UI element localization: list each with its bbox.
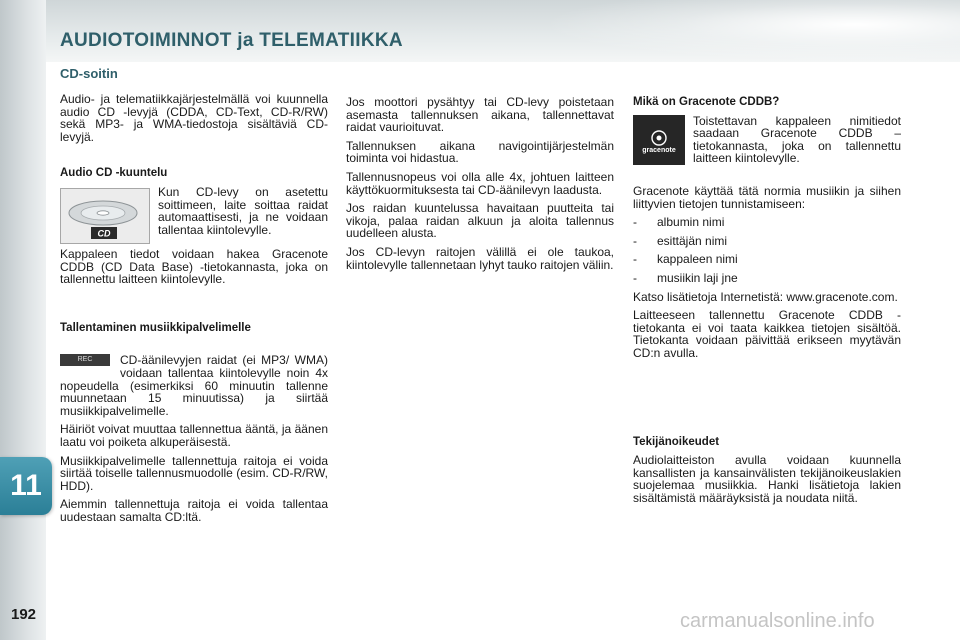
rec-button-label: REC bbox=[77, 356, 93, 364]
audio-cd-heading: Audio CD -kuuntelu bbox=[60, 167, 168, 180]
save-paragraph-4: Aiemmin tallennettuja raitoja ei voida tallentaa uudestaan samalta CD:ltä. bbox=[60, 497, 328, 524]
side-band bbox=[0, 0, 46, 640]
save-block bbox=[60, 354, 328, 423]
column-middle bbox=[346, 96, 614, 277]
save-heading: Tallentaminen musiikkipalvelimelle bbox=[60, 321, 251, 334]
save-float-text: CD-äänilevyjen raidat (ei MP3/ WMA) voidaan tallentaa kiintolevylle noin 4x nopeudella (esimerkiksi 60 minuutin tallenne muunnetaan 15 minuutissa) ja siirtää musiikkipalvelimelle. bbox=[60, 354, 328, 418]
column-right bbox=[633, 96, 901, 510]
copyright-heading: Tekijänoikeudet bbox=[633, 435, 720, 448]
section-title: CD-soitin bbox=[60, 66, 118, 81]
gracenote-internet-paragraph: Katso lisätietoja Internetistä: www.gracenote.com. bbox=[633, 289, 898, 304]
audio-cd-float-text: Kun CD-levy on asetettu soittimeen, laite soittaa raidat automaattisesti, ja ne voidaan tallentaa kiintolevylle. bbox=[158, 185, 328, 237]
chapter-tab bbox=[0, 457, 52, 515]
list-item: - esittäjän nimi bbox=[633, 235, 901, 248]
gracenote-logo bbox=[633, 115, 685, 165]
rec-button-icon bbox=[60, 354, 110, 366]
middle-paragraph-5: Jos CD-levyn raitojen välillä ei ole taukoa, kiintolevylle tallennetaan lyhyt tauko raitojen väliin. bbox=[346, 244, 614, 272]
save-paragraph-3: Musiikkipalvelimelle tallennettuja raitoja ei voida siirtää toiselle tallennusmuodolle (esim. CD-R/RW, HDD). bbox=[60, 453, 328, 493]
list-item: - kappaleen nimi bbox=[633, 253, 901, 266]
gracenote-usage-paragraph: Gracenote käyttää tätä normia musiikin ja siihen liittyvien tietojen tunnistamiseen: bbox=[633, 183, 901, 211]
list-item: - musiikin laji jne bbox=[633, 272, 901, 285]
audio-cd-block bbox=[60, 186, 328, 248]
page-header-title: AUDIOTOIMINNOT ja TELEMATIIKKA bbox=[60, 30, 403, 51]
gracenote-list bbox=[633, 216, 901, 284]
gracenote-database-paragraph: Laitteeseen tallennettu Gracenote CDDB -tietokanta ei voi taata kaikkea tietojen sisältöä. Tietokanta voidaan päivittää erikseen myytävän CD:n avulla. bbox=[633, 308, 901, 360]
gracenote-heading: Mikä on Gracenote CDDB? bbox=[633, 96, 780, 108]
middle-paragraph-4: Jos raidan kuuntelussa havaitaan puutteita tai vikoja, palaa raidan alkuun ja aloita tallennus uudelleen alusta. bbox=[346, 201, 614, 241]
page-number: 192 bbox=[11, 606, 37, 623]
intro-paragraph: Audio- ja telematiikkajärjestelmällä voi kuunnella audio CD -levyjä (CDDA, CD-Text, CD-R/RW) sekä MP3- ja WMA-tiedostoja sisältäviä CD-levyjä. bbox=[60, 92, 328, 144]
gracenote-block bbox=[633, 115, 901, 171]
watermark: carmanualsonline.info bbox=[680, 610, 875, 632]
gracenote-logo-icon bbox=[651, 130, 667, 146]
middle-paragraph-2: Tallennuksen aikana navigointijärjestelmän toiminta voi hidastua. bbox=[346, 138, 614, 166]
gracenote-logo-text: gracenote bbox=[642, 147, 676, 154]
cd-disc-icon bbox=[61, 189, 149, 243]
save-paragraph-2: Häiriöt voivat muuttaa tallennettua ääntä, ja äänen laatu voi poiketa alkuperäisestä. bbox=[60, 422, 328, 449]
cd-disc-image bbox=[60, 188, 150, 244]
chapter-number: 11 bbox=[10, 469, 42, 502]
gracenote-float-text: Toistettavan kappaleen nimitiedot saadaan Gracenote CDDB –tietokannasta, joka on tallennettu laitteen kiintolevylle. bbox=[693, 114, 901, 166]
middle-paragraph-1: Jos moottori pysähtyy tai CD-levy poistetaan asemasta tallennuksen aikana, tallennettavat raidat vaurioituvat. bbox=[346, 95, 614, 135]
copyright-paragraph: Audiolaitteiston avulla voidaan kuunnella kansallisten ja kansainvälisten tekijänoikeuslakien suojelemaa musiikkia. Hanki lisätietoja lakien sisältämistä määräyksistä ja noudata niitä. bbox=[633, 453, 901, 505]
column-left bbox=[60, 93, 328, 529]
cd-logo-text: CD bbox=[97, 228, 111, 239]
middle-paragraph-3: Tallennusnopeus voi olla alle 4x, johtuen laitteen käyttökuormituksesta tai CD-äänilevyn laadusta. bbox=[346, 169, 614, 197]
list-item: - albumin nimi bbox=[633, 216, 901, 229]
audio-cd-paragraph-2: Kappaleen tiedot voidaan hakea Gracenote CDDB (CD Data Base) -tietokannasta, joka on tallennettu laitteen kiintolevylle. bbox=[60, 246, 328, 287]
